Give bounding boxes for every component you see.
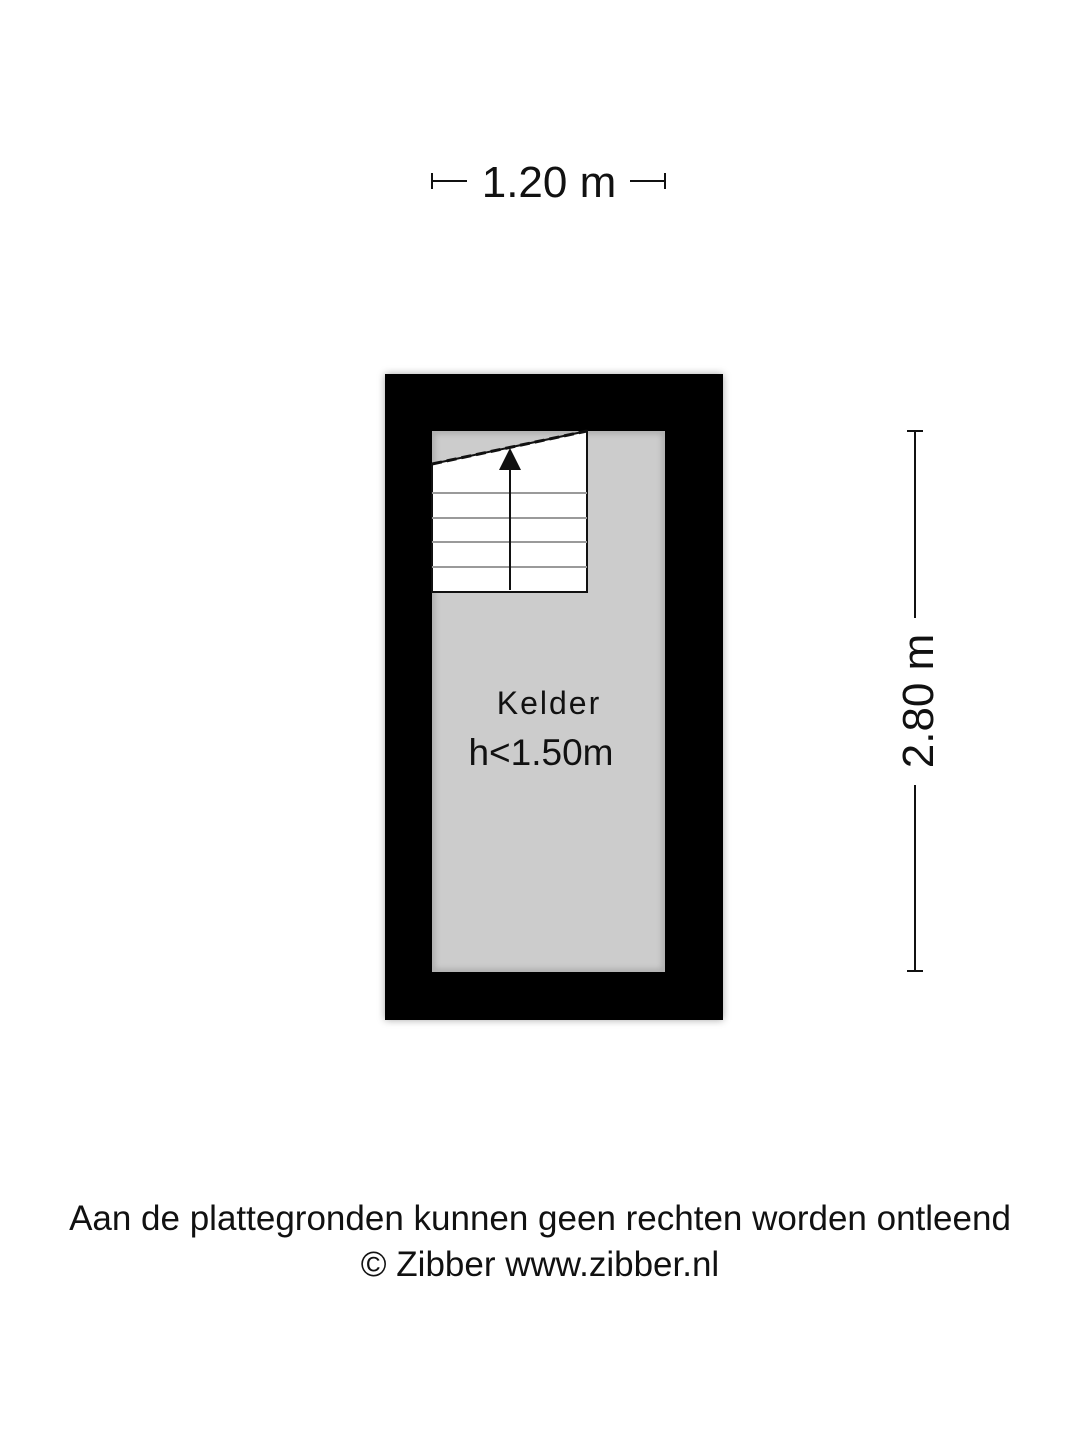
room-name: Kelder — [496, 685, 602, 721]
depth-dimension — [894, 431, 943, 971]
room-height-note: h<1.50m — [468, 732, 614, 773]
copyright-text: © Zibber www.zibber.nl — [360, 1245, 720, 1284]
footer — [0, 1196, 1080, 1288]
width-dimension-label: 1.20 m — [481, 158, 617, 207]
disclaimer-text: Aan de plattegronden kunnen geen rechten worden ontleend — [69, 1199, 1011, 1238]
width-dimension — [432, 158, 665, 207]
depth-dimension-label: 2.80 m — [894, 633, 943, 769]
